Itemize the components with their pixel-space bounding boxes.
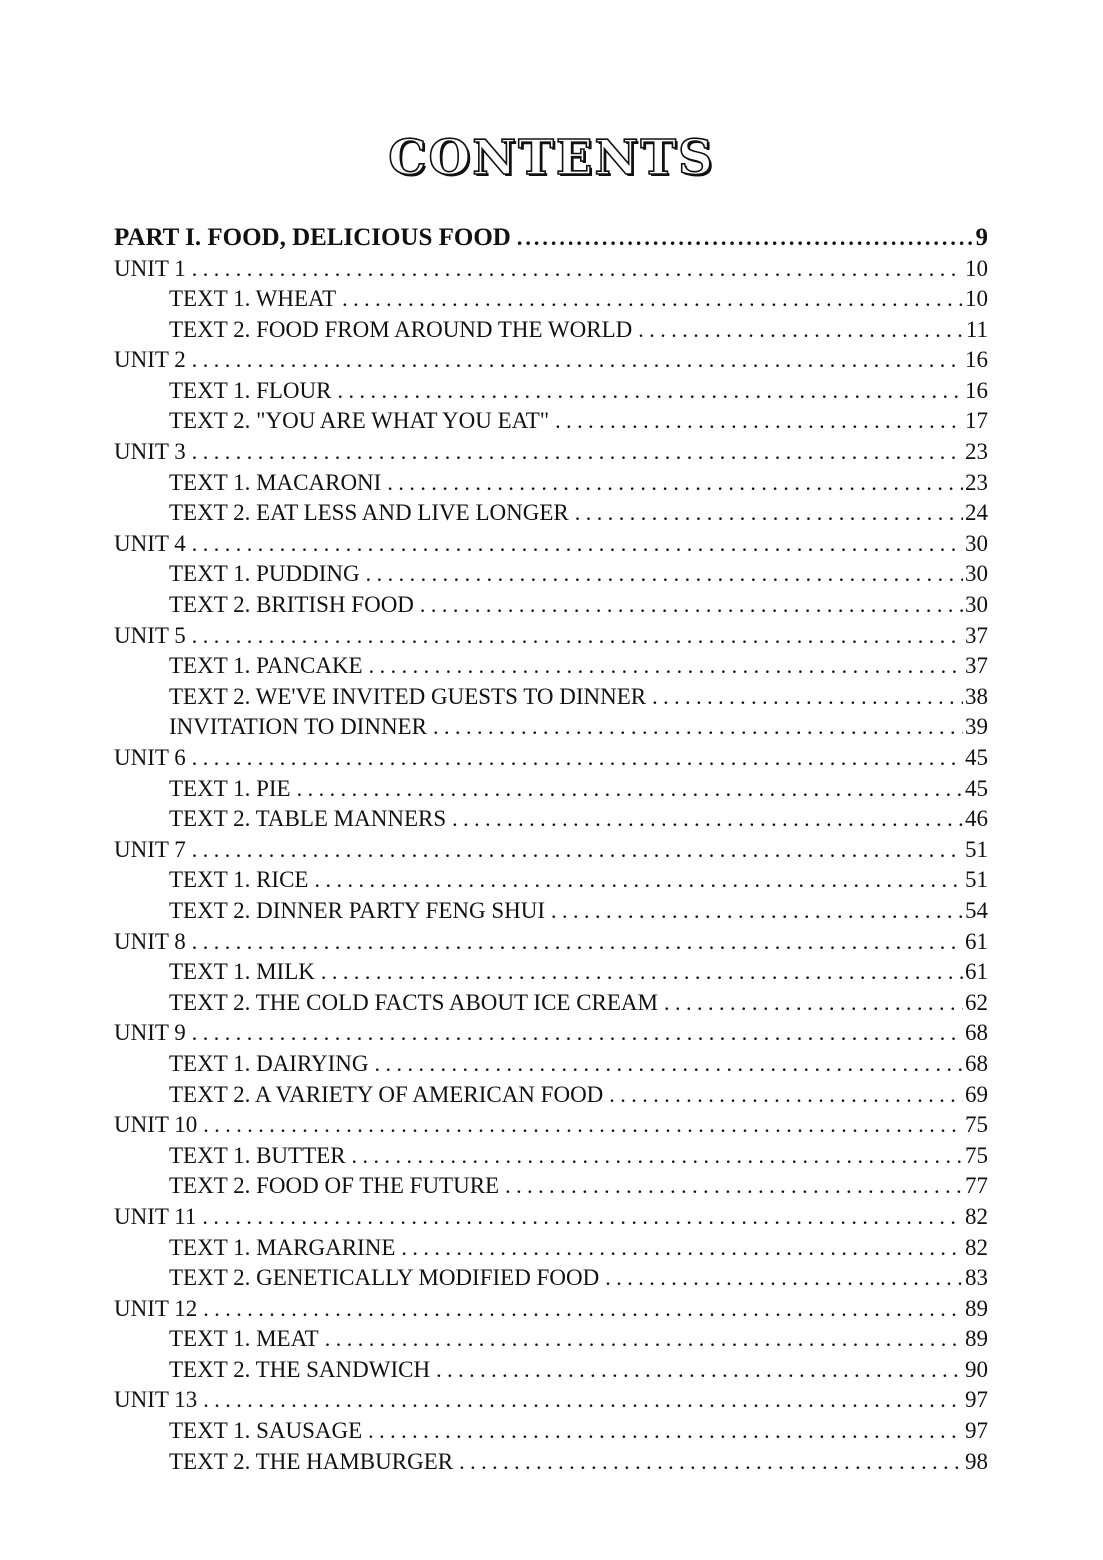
toc-entry-label: TEXT 1. PIE — [169, 775, 291, 801]
toc-entry-page-number: 89 — [965, 1295, 988, 1321]
toc-entry-label: TEXT 1. PUDDING — [169, 561, 360, 587]
toc-leader-dots — [387, 468, 963, 499]
toc-entry-page-number: 75 — [965, 1112, 988, 1138]
toc-leader-dots — [338, 376, 964, 407]
toc-entry-page-number: 16 — [965, 347, 988, 373]
toc-leader-dots — [192, 927, 963, 958]
toc-entry-page-number: 30 — [965, 592, 988, 618]
toc-leader-dots — [652, 682, 963, 713]
toc-text-entry — [114, 682, 988, 713]
toc-leader-dots — [401, 1233, 963, 1264]
toc-text-entry — [114, 1263, 988, 1294]
toc-entry-label: TEXT 1. MARGARINE — [169, 1234, 396, 1260]
toc-entry-label: TEXT 1. MILK — [169, 959, 315, 985]
toc-leader-dots — [314, 865, 963, 896]
toc-unit-entry — [114, 1018, 988, 1049]
toc-leader-dots — [203, 1385, 963, 1416]
toc-entry-page-number: 61 — [965, 959, 988, 985]
toc-text-entry — [114, 376, 988, 407]
toc-entry-label: UNIT 8 — [114, 928, 186, 954]
toc-entry-label: TEXT 1. RICE — [169, 867, 309, 893]
toc-text-entry — [114, 712, 988, 743]
toc-leader-dots — [369, 651, 963, 682]
toc-text-entry — [114, 559, 988, 590]
toc-leader-dots — [452, 804, 963, 835]
toc-leader-dots — [555, 406, 963, 437]
toc-entry-label: TEXT 2. WE'VE INVITED GUESTS TO DINNER — [169, 683, 647, 709]
toc-entry-label: UNIT 12 — [114, 1295, 198, 1321]
toc-text-entry — [114, 1141, 988, 1172]
toc-entry-label: INVITATION TO DINNER — [169, 714, 427, 740]
toc-entry-page-number: 75 — [965, 1142, 988, 1168]
page-title: CONTENTS — [388, 130, 715, 186]
toc-entry-page-number: 23 — [965, 469, 988, 495]
toc-unit-entry — [114, 621, 988, 652]
toc-entry-label: TEXT 1. SAUSAGE — [169, 1418, 363, 1444]
toc-entry-label: UNIT 4 — [114, 530, 186, 556]
toc-unit-entry — [114, 254, 988, 285]
toc-leader-dots — [505, 1171, 963, 1202]
toc-entry-label: UNIT 9 — [114, 1020, 186, 1046]
toc-leader-dots — [375, 1049, 963, 1080]
toc-leader-dots — [368, 1416, 963, 1447]
toc-entry-page-number: 90 — [965, 1356, 988, 1382]
toc-entry-label: TEXT 1. MEAT — [169, 1326, 319, 1352]
toc-leader-dots — [352, 1141, 963, 1172]
toc-entry-page-number: 24 — [965, 500, 988, 526]
toc-entry-page-number: 46 — [965, 806, 988, 832]
toc-leader-dots — [192, 1018, 963, 1049]
toc-entry-label: UNIT 10 — [114, 1112, 198, 1138]
toc-leader-dots — [605, 1263, 963, 1294]
toc-entry-page-number: 54 — [965, 897, 988, 923]
toc-entry-page-number: 83 — [965, 1265, 988, 1291]
toc-unit-entry — [114, 1110, 988, 1141]
toc-unit-entry — [114, 1202, 988, 1233]
toc-entry-page-number: 61 — [965, 928, 988, 954]
toc-unit-entry — [114, 1385, 988, 1416]
toc-leader-dots — [203, 1294, 963, 1325]
toc-unit-entry — [114, 835, 988, 866]
toc-entry-page-number: 11 — [965, 316, 988, 342]
toc-text-entry — [114, 865, 988, 896]
toc-entry-page-number: 97 — [965, 1387, 988, 1413]
toc-entry-label: TEXT 1. BUTTER — [169, 1142, 346, 1168]
toc-entry-label: UNIT 7 — [114, 836, 186, 862]
toc-leader-dots — [192, 254, 963, 285]
toc-entry-page-number: 37 — [965, 622, 988, 648]
toc-text-entry — [114, 957, 988, 988]
toc-entry-label: TEXT 2. TABLE MANNERS — [169, 806, 447, 832]
toc-entry-page-number: 16 — [965, 377, 988, 403]
toc-entry-page-number: 23 — [965, 439, 988, 465]
toc-entry-page-number: 45 — [965, 745, 988, 770]
toc-leader-dots — [366, 559, 963, 590]
toc-text-entry — [114, 1447, 988, 1478]
toc-text-entry — [114, 1080, 988, 1111]
toc-text-entry — [114, 1049, 988, 1080]
toc-entry-label: TEXT 2. GENETICALLY MODIFIED FOOD — [169, 1265, 600, 1291]
toc-entry-label: TEXT 2. DINNER PARTY FENG SHUI — [169, 897, 546, 923]
toc-entry-label: TEXT 2. THE SANDWICH — [169, 1356, 431, 1382]
toc-unit-entry — [114, 1294, 988, 1325]
toc-entry-label: TEXT 1. PANCAKE — [169, 653, 363, 679]
toc-part-page-number: 9 — [975, 224, 988, 251]
toc-entry-page-number: 82 — [965, 1234, 988, 1260]
toc-text-entry — [114, 896, 988, 927]
toc-entry-page-number: 68 — [965, 1050, 988, 1076]
toc-entry-page-number: 17 — [965, 408, 988, 434]
toc-leader-dots — [203, 1110, 963, 1141]
toc-leader-dots — [192, 743, 963, 774]
toc-leader-dots — [551, 896, 963, 927]
toc-entry-label: TEXT 1. DAIRYING — [169, 1050, 369, 1076]
toc-unit-entry — [114, 437, 988, 468]
toc-leader-dots — [192, 529, 963, 560]
toc-leader-dots — [433, 712, 963, 743]
toc-text-entry — [114, 1324, 988, 1355]
toc-entry-label: UNIT 2 — [114, 347, 186, 373]
toc-entry-label: TEXT 2. EAT LESS AND LIVE LONGER — [169, 500, 569, 526]
toc-leader-dots — [609, 1080, 963, 1111]
toc-entry-label: TEXT 2. A VARIETY OF AMERICAN FOOD — [169, 1081, 604, 1107]
toc-leader-dots — [202, 1202, 963, 1233]
toc-entry-page-number: 30 — [965, 530, 988, 556]
toc-text-entry — [114, 468, 988, 499]
toc-entry-page-number: 89 — [965, 1326, 988, 1352]
toc-entry-label: UNIT 13 — [114, 1387, 198, 1413]
toc-leader-dots — [342, 284, 963, 315]
toc-leader-dots — [575, 498, 963, 529]
toc-entry-label: UNIT 1 — [114, 255, 186, 281]
toc-entry-label: TEXT 2. THE COLD FACTS ABOUT ICE CREAM — [169, 989, 658, 1015]
toc-entry-page-number: 45 — [965, 775, 988, 801]
toc-entry-label: TEXT 2. FOOD OF THE FUTURE — [169, 1173, 500, 1199]
toc-entry-page-number: 68 — [965, 1020, 988, 1046]
toc-entry-page-number: 82 — [965, 1203, 988, 1229]
toc-text-entry — [114, 774, 988, 805]
toc-entry-label: TEXT 2. FOOD FROM AROUND THE WORLD — [169, 316, 633, 342]
toc-entry-label: TEXT 2. "YOU ARE WHAT YOU EAT" — [169, 408, 550, 434]
toc-entry-page-number: 51 — [965, 867, 988, 893]
toc-entry-label: UNIT 5 — [114, 622, 186, 648]
toc-entry-page-number: 10 — [965, 255, 988, 281]
toc-text-entry — [114, 651, 988, 682]
toc-text-entry — [114, 1416, 988, 1447]
toc-leader-dots — [192, 835, 963, 866]
toc-entry-page-number: 77 — [965, 1173, 988, 1199]
toc-leader-dots — [436, 1355, 963, 1386]
toc-leader-dots — [517, 222, 974, 254]
toc-entry-page-number: 62 — [965, 989, 988, 1015]
toc-entry-page-number: 37 — [965, 653, 988, 679]
toc-text-entry — [114, 1171, 988, 1202]
toc-leader-dots — [192, 621, 963, 652]
toc-text-entry — [114, 315, 988, 346]
toc-entry-page-number: 98 — [965, 1448, 988, 1474]
toc-leader-dots — [638, 315, 964, 346]
toc-unit-entry — [114, 927, 988, 958]
toc-entry-page-number: 51 — [965, 836, 988, 862]
toc-unit-entry — [114, 529, 988, 560]
toc-unit-entry — [114, 743, 988, 774]
toc-leader-dots — [325, 1324, 963, 1355]
toc-leader-dots — [297, 774, 963, 805]
toc-entry-label: UNIT 6 — [114, 745, 186, 770]
toc-entry-page-number: 38 — [965, 683, 988, 709]
toc-entry-label: UNIT 3 — [114, 439, 186, 465]
toc-text-entry — [114, 590, 988, 621]
toc-text-entry — [114, 406, 988, 437]
toc-part-entry — [114, 222, 988, 254]
toc-entry-page-number: 69 — [965, 1081, 988, 1107]
toc-leader-dots — [664, 988, 963, 1019]
toc-leader-dots — [321, 957, 963, 988]
toc-text-entry — [114, 1233, 988, 1264]
toc-unit-entry — [114, 345, 988, 376]
toc-leader-dots — [420, 590, 963, 621]
toc-entry-label: TEXT 1. MACARONI — [169, 469, 382, 495]
toc-entry-label: TEXT 1. WHEAT — [169, 286, 337, 312]
toc-text-entry — [114, 284, 988, 315]
toc-part-label: PART I. FOOD, DELICIOUS FOOD — [114, 224, 511, 251]
toc-entry-label: TEXT 2. BRITISH FOOD — [169, 592, 414, 618]
toc-entry-page-number: 97 — [965, 1418, 988, 1444]
toc-leader-dots — [459, 1447, 963, 1478]
toc-text-entry — [114, 804, 988, 835]
toc-entry-page-number: 30 — [965, 561, 988, 587]
toc-entry-label: TEXT 2. THE HAMBURGER — [169, 1448, 454, 1474]
toc-text-entry — [114, 988, 988, 1019]
table-of-contents — [114, 222, 988, 1477]
toc-text-entry — [114, 498, 988, 529]
toc-leader-dots — [192, 345, 963, 376]
toc-leader-dots — [192, 437, 963, 468]
toc-entry-label: TEXT 1. FLOUR — [169, 377, 332, 403]
toc-entry-page-number: 10 — [965, 286, 988, 312]
toc-entry-page-number: 39 — [965, 714, 988, 740]
toc-text-entry — [114, 1355, 988, 1386]
toc-entry-label: UNIT 11 — [114, 1203, 197, 1229]
